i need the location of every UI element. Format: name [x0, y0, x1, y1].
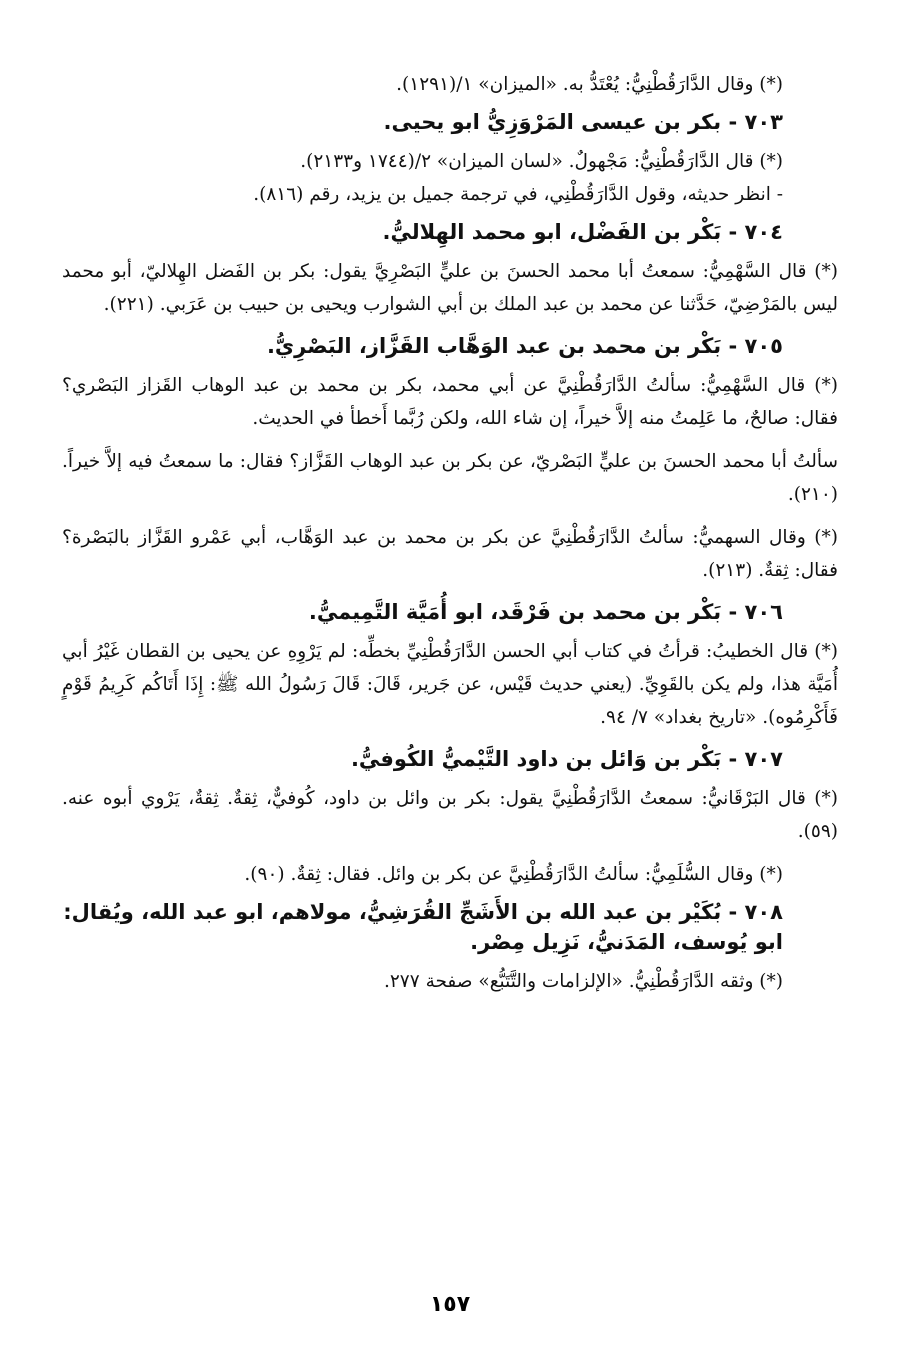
entry-706-heading: ٧٠٦ - بَكْر بن محمد بن فَرْقَد، ابو أُمَيَّة التَّمِيميُّ.: [308, 600, 783, 624]
note-708-darqutni: (*) وثقه الدَّارَقُطْنِيُّ. «الإلزامات والتَّتَبُّع» صفحة ٢٧٧.: [383, 971, 783, 992]
note-705-sahmi-2: سألتُ أبا محمد الحسنَ بن عليٍّ البَصْريّ، عن بكر بن عبد الوهاب القَزَّاز؟ فقال: ما سمعتُ فيه إلاَّ خيراً. (٢١٠).: [62, 451, 838, 505]
entry-704-heading: ٧٠٤ - بَكْر بن الفَضْل، ابو محمد الهِلاليُّ.: [382, 220, 783, 244]
note-707-barqani: (*) قال البَرْقَانيُّ: سمعتُ الدَّارَقُطْنِيَّ يقول: بكر بن وائل بن داود، كُوفيٌّ، ثِقةٌ. ثِقةٌ، يَرْوي أبوه عنه. (٥٩).: [62, 788, 838, 842]
note-703-see-also: - انظر حديثه، وقول الدَّارَقُطْنِي، في ترجمة جميل بن يزيد، رقم (٨١٦).: [253, 184, 783, 205]
note-707-sulami: (*) وقال السُّلَمِيُّ: سألتُ الدَّارَقُطْنِيَّ عن بكر بن وائل. فقال: ثِقةٌ. (٩٠).: [244, 864, 783, 885]
note-705-sahmi-1: (*) قال السَّهْمِيُّ: سألتُ الدَّارَقُطْنِيَّ عن أبي محمد، بكر بن محمد بن عبد الوهاب القَزاز البَصْري؟ فقال: صالحٌ، ما عَلِمتُ منه إلاَّ خيراً، إن شاء الله، ولكن رُبَّما أَخطأ في الحديث.: [62, 375, 838, 429]
note-705-sahmi-3: (*) وقال السهميُّ: سألتُ الدَّارَقُطْنِيَّ عن بكر بن محمد بن عبد الوَهَّاب، أبي عَمْرو القَزَّاز بالبَصْرة؟ فقال: ثِقةٌ. (٢١٣).: [62, 527, 838, 581]
entry-703-heading: ٧٠٣ - بكر بن عيسى المَرْوَزِيُّ ابو يحيى.: [383, 110, 783, 134]
entry-705-heading: ٧٠٥ - بَكْر بن محمد بن عبد الوَهَّاب القَزَّاز، البَصْرِيُّ.: [266, 334, 783, 358]
page-number: ١٥٧: [429, 1292, 471, 1317]
note-704-sahmi: (*) قال السَّهْمِيُّ: سمعتُ أبا محمد الحسنَ بن عليٍّ البَصْرِيَّ يقول: بكر بن الفَضل الهِلاليّ، أبو محمد ليس بالمَرْضِيّ، حَدَّثنا عن محمد بن عبد الملك بن أبي الشوارب ويحيى بن حبيب بن عَرَبي. (٢٢١).: [62, 261, 838, 315]
note-706-khatib: (*) قال الخطيبُ: قرأتُ في كتاب أبي الحسن الدَّارَقُطْنِيِّ بخطِّه: لم يَرْوِهِ عن يحيى بن القطان غَيْرُ أبي أُمَيَّة هذا، ولم يكن بالقَوِيِّ. (يعني حديث قَيْس، عن جَرير، قَالَ: قَالَ رَسُولُ الله ﷺ: إِذَا أَتَاكُم كَرِيمُ قَوْمٍ فَأَكْرِمُوه). «تاريخ بغداد» ٧/ ٩٤.: [62, 641, 838, 728]
entry-708-heading: ٧٠٨ - بُكَيْر بن عبد الله بن الأَشَجِّ القُرَشِيُّ، مولاهم، ابو عبد الله، ويُقال: ابو يُوسف، المَدَنيُّ، نَزِيل مِصْر.: [63, 900, 783, 954]
note-702-darqutni: (*) وقال الدَّارَقُطْنِيُّ: يُعْتَدُّ به. «الميزان» ١/(١٢٩١).: [396, 74, 783, 95]
entry-707-heading: ٧٠٧ - بَكْر بن وَائل بن داود التَّيْميُّ الكُوفيُّ.: [350, 747, 783, 771]
note-703-darqutni: (*) قال الدَّارَقُطْنِيُّ: مَجْهولٌ. «لسان الميزان» ٢/(١٧٤٤ و٢١٣٣).: [300, 151, 783, 172]
